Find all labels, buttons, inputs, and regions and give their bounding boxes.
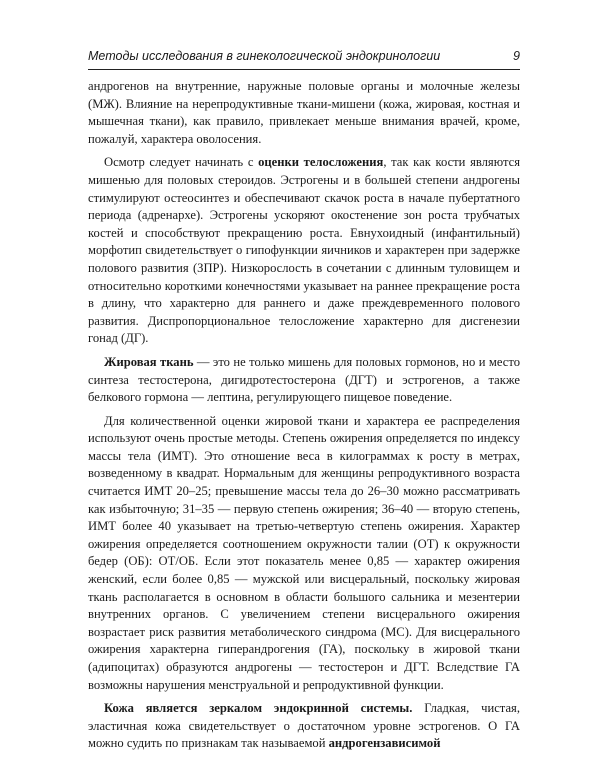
text-run: Гладкая, чистая, эластичная кожа свидетельствует о достаточном уровне эстрогенов. О ГА можно судить по признакам так называемой [88, 701, 520, 751]
page-number: 9 [513, 49, 520, 63]
paragraph [88, 354, 520, 407]
bold-term: оценки телосложения [258, 155, 384, 170]
bold-term: Кожа является зеркалом эндокринной системы. [104, 701, 413, 716]
bold-term: Жировая ткань [104, 354, 194, 369]
text-run: Для количественной оценки жировой ткани и характера ее распределения используют очень простые методы. Степень ожирения определяется по индексу массы тела (ИМТ). Это отношение веса в килограммах к росту в метрах, возведенному в квадрат. Нормальным для женщины репродуктивного возраста считается ИМТ 20–25; превышение массы тела до 26–30 можно рассматривать как избыточную; 31–35 — первую степень ожирения; 36–40 — вторую степень, ИМТ более 40 указывает на третью-четвертую степень ожирения. Характер ожирения определяется соотношением окружности талии (ОТ) к окружности бедер (ОБ): ОТ/ОБ. Если этот показатель менее 0,85 — характер ожирения женский, если более 0,85 — мужской или висцеральный, поскольку жировая ткань располагается в основном в области большого сальника и мезентерии внутренних органов. С увеличением степени висцерального ожирения возрастает риск развития метаболического синдрома (МС). Для висцерального ожирения характерна гиперандрогения (ГА), поскольку в жировой ткани (адипоцитах) образуются андрогены — тестостерон и ДГТ. Вследствие ГА возможны нарушения менструальной и репродуктивной функции. [88, 413, 520, 692]
paragraph [88, 700, 520, 753]
header-title: Методы исследования в гинекологической эндокринологии [88, 49, 441, 63]
text-run: Осмотр следует начинать с [104, 155, 259, 170]
text-run: андрогенов на внутренние, наружные половые органы и молочные железы (МЖ). Влияние на нерепродуктивные ткани-мишени (кожа, жировая, костная и мышечная ткани), как правило, привлекает меньше внимания врачей, кроме, пожалуй, характера оволосения. [88, 79, 520, 146]
page-body [88, 78, 520, 759]
text-run: — это не только мишень для половых гормонов, но и место синтеза тестостерона, дигидротестостерона (ДГТ) и эстрогенов, а также белкового гормона — лептина, регулирующего пищевое поведение. [88, 354, 520, 405]
bold-term: андрогензависимой [328, 736, 441, 751]
paragraph [88, 413, 520, 695]
paragraph [88, 78, 520, 148]
paragraph [88, 154, 520, 348]
running-header [88, 47, 520, 70]
text-run: , так как кости являются мишенью для половых стероидов. Эстрогены и в большей степени андрогены стимулируют остеосинтез и обеспечивают скачок роста в начале пубертатного периода (адренархе). Эстрогены ускоряют окостенение зон роста трубчатых костей и способствуют прекращению роста. Евнухоидный (инфантильный) морфотип свидетельствует о гипофункции яичников и характерен при задержке полового развития (ЗПР). Низкорослость в сочетании с длинным туловищем и относительно короткими конечностями указывает на раннее прекращение роста в длину, что характерно для раннего и даже преждевременного полового развития. Диспропорциональное телосложение характерно для дисгенезии гонад (ДГ). [88, 155, 520, 346]
